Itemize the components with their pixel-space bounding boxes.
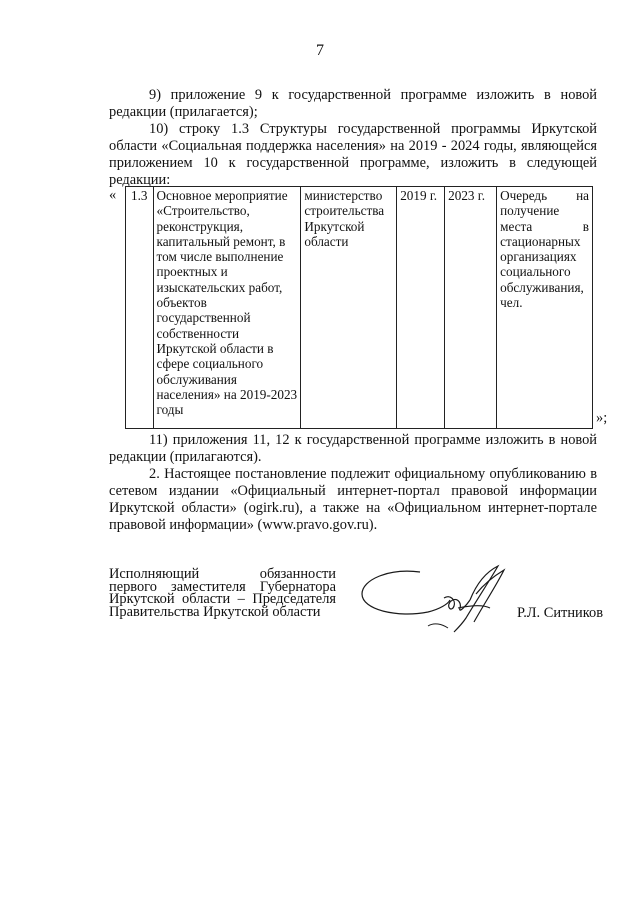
signatory-position <box>109 568 336 618</box>
table-open-quote: « <box>109 187 117 203</box>
paragraph-item-2 <box>109 466 597 534</box>
paragraph-item-10-text: 10) строку 1.3 Структуры государственной программы Иркутской области «Социальная поддержка населения» на 2019 - 2024 годы, являющейся приложением 10 к государственной программе, изложить в следующей редакции: <box>109 121 597 188</box>
table-row <box>126 187 593 429</box>
paragraph-item-2-text: 2. Настоящее постановление подлежит официальному опубликованию в сетевом издании «Официальный интернет-портал правовой информации Иркутской области» (ogirk.ru), а также на «Официальном интернет-портале правовой информации» (www.pravo.gov.ru). <box>109 466 597 533</box>
position-line-4: Правительства Иркутской области <box>109 603 321 620</box>
paragraph-item-9-text: 9) приложение 9 к государственной программе изложить в новой редакции (прилагается); <box>109 87 597 120</box>
handwritten-signature <box>358 560 518 635</box>
paragraph-item-9 <box>109 87 597 121</box>
signatory-name: Р.Л. Ситников <box>517 605 603 621</box>
structure-table <box>125 186 593 429</box>
paragraph-item-10 <box>109 121 597 189</box>
cell-indicator: Очередь на получение места в стационарных организациях социального обслуживания, чел. <box>497 187 593 429</box>
position-line-2: первого заместителя Губернатора <box>109 578 336 595</box>
page-number: 7 <box>316 42 324 59</box>
cell-activity-name: Основное мероприятие «Строительство, реконструкция, капитальный ремонт, в том числе выполнение проектных и изыскательских работ, объектов государственной собственности Иркутской области в сфере социального обслуживания населения» на 2019-2023 годы <box>153 187 301 429</box>
paragraph-item-11-text: 11) приложения 11, 12 к государственной программе изложить в новой редакции (прилагаются). <box>109 432 597 465</box>
position-line-1: Исполняющий обязанности <box>109 566 336 582</box>
cell-year-start: 2019 г. <box>397 187 445 429</box>
cell-responsible: министерство строительства Иркутской области <box>301 187 397 429</box>
paragraph-item-11 <box>109 432 597 466</box>
cell-year-end: 2023 г. <box>445 187 497 429</box>
cell-row-number: 1.3 <box>126 187 154 429</box>
table-close-quote: »; <box>596 410 608 426</box>
position-line-3: Иркутской области – Председателя <box>109 591 336 607</box>
